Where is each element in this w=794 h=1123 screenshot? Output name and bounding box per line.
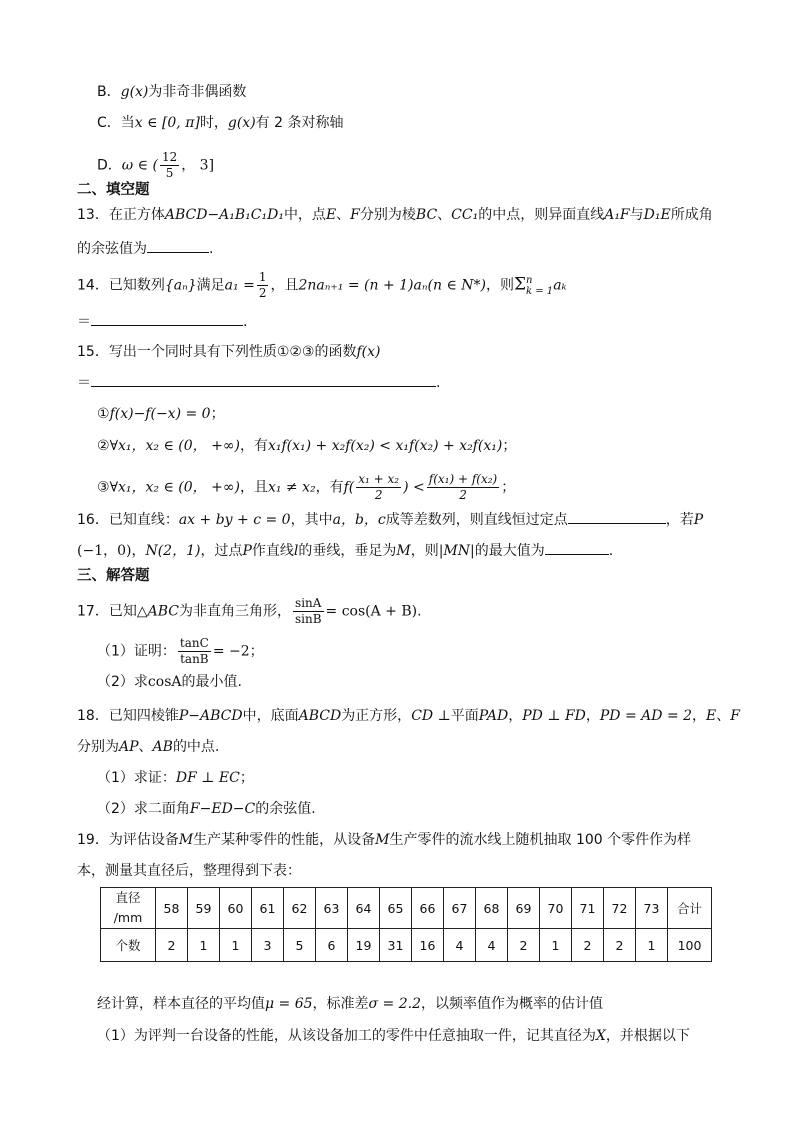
q16-line2: (−1，0)，N(2，1)，过点P作直线l的垂线，垂足为M，则|MN|的最大值为 . <box>77 540 613 561</box>
q12-option-c: C．当x ∈ [0, π]时，g(x)有 2 条对称轴 <box>97 115 344 131</box>
q18-line2: 分别为AP、AB的中点. <box>77 739 220 755</box>
table-cell: 59 <box>188 888 220 929</box>
q15-answer-blank[interactable] <box>91 372 436 387</box>
table-cell: 5 <box>284 929 316 962</box>
q12-option-d: D．ω ∈ ( $\frac{12}{5}$ ， 3] <box>97 150 215 180</box>
q16-line1: 16．已知直线：ax + by + c = 0，其中a，b，c成等差数列，则直线恒过定点 ，若P <box>77 509 703 530</box>
q15-line2: ＝ . <box>77 372 440 393</box>
q15-condition-2: ②∀x₁，x₂ ∈ (0， +∞)，有x₁f(x₁) + x₂f(x₂) < x₁f(x₂) + x₂f(x₁)； <box>97 438 517 454</box>
table-cell: 65 <box>380 888 412 929</box>
q17-part-2: （2）求cosA的最小值. <box>97 674 242 690</box>
table-cell: 63 <box>316 888 348 929</box>
table-cell: 16 <box>412 929 444 962</box>
table-cell: 31 <box>380 929 412 962</box>
table-cell: 71 <box>572 888 604 929</box>
table-cell: 68 <box>476 888 508 929</box>
table-cell: 1 <box>220 929 252 962</box>
q19-part-1: （1）为评判一台设备的性能，从该设备加工的零件中任意抽取一件，记其直径为X，并根据以下 <box>97 1028 690 1044</box>
q16-fixed-point-blank[interactable] <box>568 509 666 524</box>
table-cell: 4 <box>444 929 476 962</box>
table-row-diameter <box>101 888 712 929</box>
table-cell: 2 <box>572 929 604 962</box>
table-cell: 61 <box>252 888 284 929</box>
table-cell: 2 <box>156 929 188 962</box>
table-cell: 67 <box>444 888 476 929</box>
table-cell: 3 <box>252 929 284 962</box>
q17-part-1: （1）证明： $\frac{\tan C}{\tan B}$ = −2； <box>97 636 264 666</box>
table-cell: 70 <box>540 888 572 929</box>
table-total-header: 合计 <box>668 888 712 929</box>
table-cell: 19 <box>348 929 380 962</box>
q19-line2: 本，测量其直径后，整理得到下表： <box>77 863 301 879</box>
q12-option-b: B．g(x)为非奇非偶函数 <box>97 84 247 100</box>
table-cell: 1 <box>188 929 220 962</box>
q17-stem: 17．已知△ABC为非直角三角形， $\frac{\sin A}{\sin B}$ = cos(A + B). <box>77 596 422 626</box>
section-title-fill-in: 二、填空题 <box>77 182 150 198</box>
diameter-frequency-table <box>100 887 712 962</box>
table-cell: 69 <box>508 888 540 929</box>
table-cell: 72 <box>604 888 636 929</box>
table-cell: 66 <box>412 888 444 929</box>
q19-line1: 19．为评估设备M生产某种零件的性能，从设备M生产零件的流水线上随机抽取 100 个零件作为样 <box>77 832 692 848</box>
table-cell: 1 <box>636 929 668 962</box>
q14-answer-blank[interactable] <box>91 311 243 326</box>
q13-answer-blank[interactable] <box>147 238 209 253</box>
q18-line1: 18．已知四棱锥P−ABCD中，底面ABCD为正方形，CD ⊥平面PAD，PD ⊥ FD，PD = AD = 2，E、F <box>77 708 740 724</box>
q15-line1: 15．写出一个同时具有下列性质①②③的函数f(x) <box>77 344 381 360</box>
table-cell: 58 <box>156 888 188 929</box>
q18-part-2: （2）求二面角F−ED−C的余弦值. <box>97 801 316 817</box>
table-total-cell: 100 <box>668 929 712 962</box>
q13-line2: 的余弦值为 . <box>77 238 213 259</box>
table-cell: 2 <box>604 929 636 962</box>
section-title-solutions: 三、解答题 <box>77 568 150 584</box>
q16-max-value-blank[interactable] <box>545 540 609 555</box>
table-cell: 1 <box>540 929 572 962</box>
table-cell: 2 <box>508 929 540 962</box>
table-row-header: 直径 /mm <box>101 888 156 929</box>
q14-line2: ＝ . <box>77 311 247 332</box>
table-row-header: 个数 <box>101 929 156 962</box>
table-cell: 62 <box>284 888 316 929</box>
table-cell: 73 <box>636 888 668 929</box>
table-cell: 6 <box>316 929 348 962</box>
table-cell: 60 <box>220 888 252 929</box>
q15-condition-3: ③∀x₁，x₂ ∈ (0， +∞)，且x₁ ≠ x₂，有f( $\frac{\text{x₁ + x₂}}{2}$ ) < $\frac{\text{f(x₁) + f(x₂)}}{2}$ ； <box>97 472 516 502</box>
q13-line1: 13．在正方体ABCD−A₁B₁C₁D₁中，点E、F分别为棱BC、CC₁的中点，则异面直线A₁F与D₁E所成角 <box>77 207 713 223</box>
table-cell: 4 <box>476 929 508 962</box>
table-cell: 64 <box>348 888 380 929</box>
q18-part-1: （1）求证：DF ⊥ EC； <box>97 770 254 786</box>
q19-stats-line: 经计算，样本直径的平均值μ = 65，标准差σ = 2.2，以频率值作为概率的估计值 <box>97 996 603 1012</box>
q14-line1: 14．已知数列{aₙ}满足a₁ = $\frac{1}{2}$ ，且2naₙ₊₁ = (n + 1)aₙ(n ∈ N*)，则Σ n k = 1 aₖ <box>77 270 567 300</box>
table-row-count <box>101 929 712 962</box>
q15-condition-1: ①f(x)−f(−x) = 0； <box>97 406 225 422</box>
